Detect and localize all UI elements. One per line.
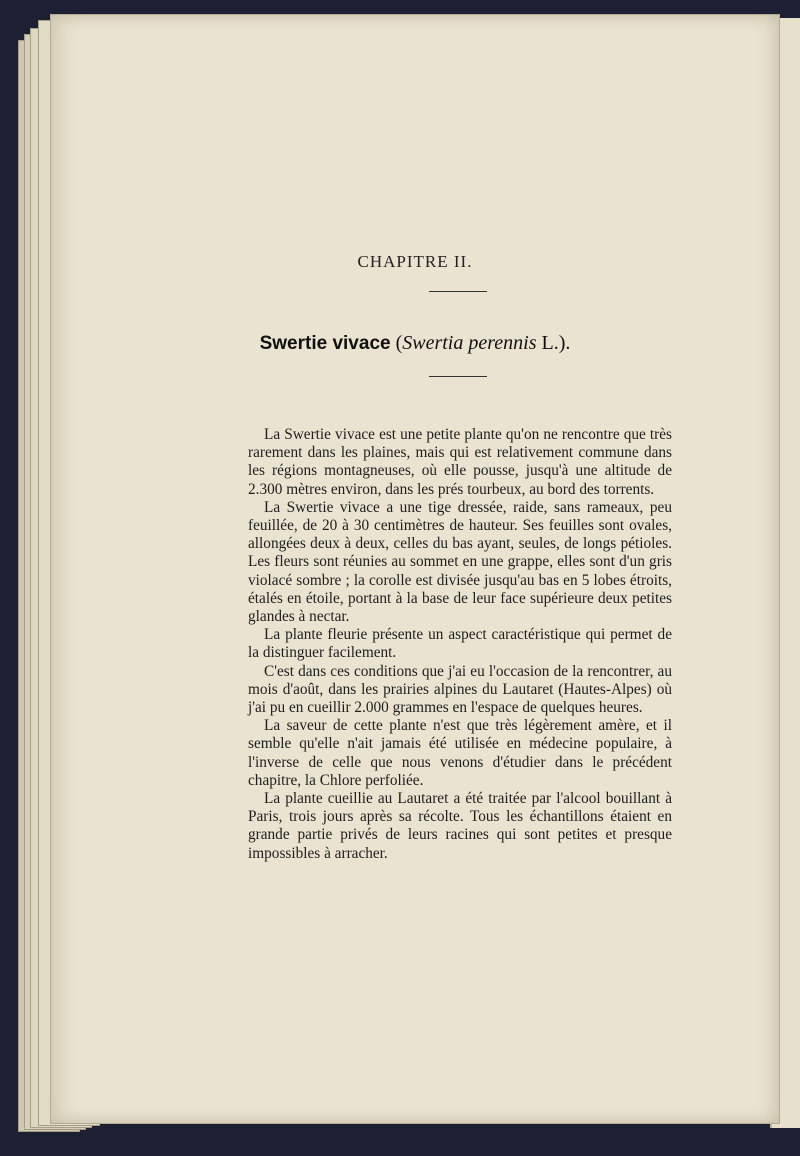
body-text: [248, 426, 672, 863]
chapter-heading: CHAPITRE II.: [357, 252, 473, 271]
title-latin-name: Swertia perennis: [402, 332, 537, 354]
paragraph: La Swertie vivace a une tige dressée, raide, sans rameaux, peu feuillée, de 20 à 30 centimètres de hauteur. Ses feuilles sont ovales, allongées deux à deux, celles du bas ayant, seules, de longs pétioles. Les fleurs sont réunies au sommet en une grappe, elles sont d'un gris violacé sombre ; la corolle est divisée jusqu'au bas en 5 lobes étroits, étalés en étoile, portant à la base de leur face supérieure deux petites glandes à nectar.: [248, 498, 672, 626]
title-common-name: Swertie vivace: [259, 333, 391, 354]
section-title: [51, 332, 779, 355]
title-open-paren: (: [390, 332, 403, 354]
paragraph: La Swertie vivace est une petite plante qu'on ne rencontre que très rarement dans les plaines, mais qui est relativement commune dans les régions montagneuses, où elle pousse, jusqu'à une altitude de 2.300 mètres environ, dans les prés tourbeux, au bord des torrents.: [248, 426, 672, 498]
divider-rule: [429, 376, 487, 377]
paragraph: La saveur de cette plante n'est que très légèrement amère, et il semble qu'elle n'ait jamais été utilisée en médecine populaire, à l'inverse de celle que nous venons d'étudier dans le précédent chapitre, la Chlore perfoliée.: [248, 717, 672, 789]
title-author: L.).: [536, 332, 571, 354]
paragraph: La plante cueillie au Lautaret a été traitée par l'alcool bouillant à Paris, trois jours après sa récolte. Tous les échantillons étaient en grande partie privés de leurs racines qui sont petites et presque impossibles à arracher.: [248, 790, 672, 862]
paragraph: La plante fleurie présente un aspect caractéristique qui permet de la distinguer facilement.: [248, 626, 672, 662]
paragraph: C'est dans ces conditions que j'ai eu l'occasion de la rencontrer, au mois d'août, dans les prairies alpines du Lautaret (Hautes-Alpes) où j'ai pu en cueillir 2.000 grammes en l'espace de quelques heures.: [248, 662, 672, 717]
divider-rule: [429, 291, 487, 292]
book-page: [50, 14, 780, 1124]
